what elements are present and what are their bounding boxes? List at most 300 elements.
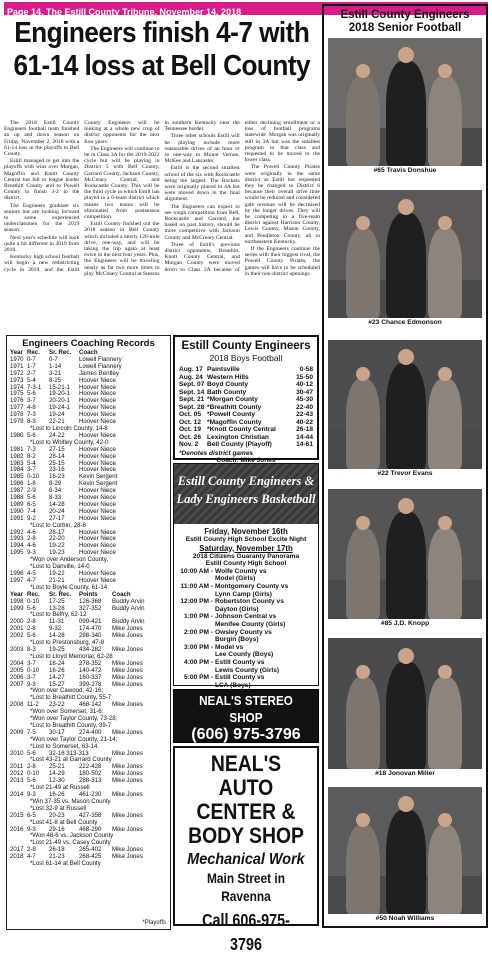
- records-rec: 9-3: [27, 825, 36, 833]
- stereo-shop-phone: (606) 975-3796: [191, 726, 301, 743]
- records-rec: 0-10: [27, 473, 40, 481]
- schedule-row: [179, 381, 313, 389]
- records-coach: Mike Jones: [112, 645, 143, 653]
- schedule-opponent: Lexington Christian: [207, 433, 269, 441]
- photo-person: [346, 228, 380, 318]
- records-note: *Lost to Lincoln County, 14-8: [30, 424, 108, 432]
- records-year: 2003: [10, 645, 24, 653]
- records-coach: Mike Jones: [112, 811, 143, 819]
- records-sr-rec: 32-16 313-313: [49, 749, 89, 757]
- records-points: 468-290: [79, 825, 102, 833]
- basketball-matchup: Robertston County vs: [215, 598, 284, 606]
- photo-person-head: [356, 813, 370, 827]
- records-rec: 4-7: [27, 576, 36, 584]
- records-year: 1998: [10, 597, 24, 605]
- photo-person: [428, 228, 462, 318]
- basketball-game: [178, 583, 314, 591]
- records-sr-rec: 20-23: [49, 811, 65, 819]
- records-year: 1978: [10, 411, 24, 419]
- records-note: *Lost to Corbin, 28-6: [30, 521, 86, 529]
- basketball-matchup: Owsley County vs: [215, 628, 272, 636]
- schedule-opponent: Western Hills: [207, 373, 249, 381]
- banner-line-1: Estill County Engineers &: [177, 474, 315, 488]
- records-title: Engineers Coaching Records: [22, 338, 155, 349]
- records-sr-rec: 19-22: [49, 542, 65, 550]
- schedule-score: 45-30: [296, 396, 313, 403]
- records-sr-rec: 28-14: [49, 452, 65, 460]
- records-points: 468-142: [79, 701, 102, 709]
- records-year: 2017: [10, 846, 24, 854]
- schedule-row: [179, 411, 313, 419]
- records-sr-rec: 30-17: [49, 728, 65, 736]
- basketball-opponent: Dayton (Girls): [215, 605, 259, 613]
- records-note: *Won 48-6 vs. Jackson County: [30, 832, 114, 840]
- records-sr-rec: 25-21: [49, 763, 65, 771]
- photo-person-head: [356, 516, 370, 530]
- basketball-time-spacer: [178, 575, 215, 583]
- records-coach: Buddy Arvin: [112, 618, 145, 626]
- schedule-opponent: Bell County (Playoff): [207, 441, 272, 448]
- schedule-score: 22-43: [296, 411, 313, 418]
- records-note: *Lost 61-14 at Bell County: [30, 860, 101, 868]
- records-year: 1977: [10, 404, 24, 412]
- records-sr-rec: 14-28: [49, 500, 65, 508]
- story-paragraph: Estill County finished out the 2018 season in Bell County which included a nearly 120-mile drive, one-way, and will be taking the trip again at least twice in the next four years. Plus, the Engineers will be traveling nearly as far two more times to play McCreary Central at Stearns in southern Kentucky near the Tennessee border.: [84, 120, 240, 277]
- records-sr-rec: 21-23: [49, 853, 65, 861]
- basketball-time-spacer: [178, 606, 215, 614]
- records-coach: Hoover Niece: [79, 576, 116, 584]
- basketball-opponent: Burgin (Boys): [215, 636, 259, 644]
- schedule-opponent: Bath County: [207, 388, 247, 396]
- records-year: 1988: [10, 494, 24, 502]
- records-rec: 4-7: [27, 853, 36, 861]
- senior-photo: [328, 489, 482, 619]
- records-coach: Lowell Flannery: [79, 362, 122, 370]
- records-sr-rec: 8-25: [49, 376, 62, 384]
- records-note: *Won over Taylor County, 21-14;: [30, 735, 118, 743]
- records-rec: 9-2: [27, 514, 36, 522]
- records-coach: Hoover Niece: [79, 383, 116, 391]
- records-header-cell: Coach: [79, 349, 98, 356]
- records-rec: 3-7: [27, 397, 36, 405]
- records-year: 2000: [10, 618, 24, 626]
- schedule-date: Sept. 14: [179, 388, 205, 396]
- records-rec: 3-7: [27, 673, 36, 681]
- senior-photo-box: [328, 638, 482, 778]
- records-coach: Mike Jones: [112, 728, 143, 736]
- schedule-opponent: *Magoffin County: [207, 418, 262, 426]
- records-rec: 2-8: [27, 846, 36, 854]
- photo-person: [346, 825, 380, 914]
- senior-photo-box: [328, 38, 482, 175]
- records-sr-rec: 14-27: [49, 673, 65, 681]
- records-sr-rec: 26-17: [49, 528, 65, 536]
- records-rec: 5-6: [27, 494, 36, 502]
- records-rec: 4-8: [27, 404, 36, 412]
- records-coach: Hoover Niece: [79, 466, 116, 474]
- records-coach: Hoover Niece: [79, 445, 116, 453]
- photo-person: [386, 512, 426, 619]
- records-sr-rec: 27-15: [49, 445, 65, 453]
- records-header-cell: Coach: [112, 590, 131, 598]
- records-rec: 1-7: [27, 362, 36, 370]
- records-rec: 6-5: [27, 500, 36, 508]
- basketball-opponent: LCA (Boys): [215, 681, 251, 689]
- page-line: Page 14, The Estill County Tribune, November 14, 2018: [7, 7, 242, 17]
- story-paragraph: The Engineers can expect to see tough competition from Bell, Rockcastle and Garrard, but based on past history, should be more competitive with Jackson County and McCreary Central.: [164, 203, 240, 241]
- records-rec: 0-7: [27, 355, 36, 363]
- records-year: 1972: [10, 369, 24, 377]
- photo-person-head: [398, 648, 414, 664]
- schedule-score: 40-12: [296, 381, 313, 388]
- basketball-time: 5:00 PM -: [184, 674, 213, 682]
- records-rec: 7-3: [27, 445, 36, 453]
- photo-person-head: [398, 796, 414, 812]
- records-coach: Hoover Niece: [79, 570, 116, 577]
- records-sr-rec: 22-21: [49, 418, 65, 426]
- basketball-matchup: Wolfe County vs: [215, 567, 267, 575]
- records-rec: 4-6: [27, 542, 36, 550]
- records-sr-rec: 24-22: [49, 431, 65, 439]
- records-sr-rec: 19-23: [49, 549, 65, 557]
- records-sr-rec: 16-26: [49, 791, 65, 798]
- records-coach: Hoover Niece: [79, 404, 116, 412]
- story-paragraph: Estill is the second smallest school of the six with Rockcastle being the largest. The Rockets were originally placed in 4A but were moved down in the final alignment.: [164, 165, 240, 203]
- records-sr-rec: 29-16: [49, 825, 65, 833]
- senior-caption: #65 Travis Donshue: [373, 167, 437, 174]
- auto-ad-line-3: BODY SHOP: [188, 823, 304, 848]
- records-sr-rec: 14-29: [49, 770, 65, 778]
- records-year: 2011: [10, 763, 24, 771]
- auto-ad-line-4: Mechanical Work: [187, 851, 305, 868]
- stereo-shop-address: River Drive & Main in Ravenna: [188, 745, 304, 754]
- basketball-time-spacer: [178, 636, 215, 644]
- basketball-time: 4:00 PM -: [184, 658, 213, 666]
- photo-person: [386, 213, 426, 318]
- basketball-opponent: Model (Girls): [215, 575, 256, 583]
- records-year: 1997: [10, 576, 24, 584]
- records-year: 1970: [10, 355, 24, 363]
- records-sr-rec: 11-31: [49, 618, 65, 626]
- basketball-game: [178, 629, 314, 637]
- records-coach: Lowell Flannery: [79, 355, 122, 363]
- records-year: 1999: [10, 604, 24, 612]
- records-points: 160-337: [79, 673, 102, 681]
- story-paragraph: The 2018 Estill County Engineers football team finished an up and down season on Friday, November 2, 2018 with a 61-14 loss in the playoffs to Bell County.: [4, 120, 80, 158]
- headline: Engineers finish 4-7 with 61-14 loss at Bell County: [13, 17, 311, 82]
- auto-ad-line-5: Main Street in Ravenna: [206, 870, 286, 904]
- records-header-cell: Rec.: [27, 590, 40, 598]
- basketball-game-cont: [178, 636, 314, 644]
- records-rec: 7-5: [27, 728, 36, 736]
- records-year: 1992: [10, 528, 24, 536]
- records-year: 1986: [10, 480, 24, 488]
- records-note: *Lost to Whitley County, 42-0: [30, 438, 109, 446]
- records-year: 1991: [10, 514, 24, 522]
- records-sr-rec: 19-24-1: [49, 404, 71, 412]
- basketball-game-cont: [178, 606, 314, 614]
- records-points: 327-352: [79, 604, 102, 612]
- basketball-time: 1:00 PM -: [184, 613, 213, 621]
- records-sr-rec: 27-17: [49, 514, 65, 522]
- records-coach: Mike Jones: [112, 680, 143, 688]
- records-rec: 5-6: [27, 390, 36, 398]
- records-sr-rec: 16-23: [49, 473, 65, 481]
- schedule-row: [179, 396, 313, 404]
- records-coach: Mike Jones: [112, 825, 143, 833]
- records-year: 2014: [10, 791, 24, 798]
- records-coach: Hoover Niece: [79, 390, 116, 398]
- records-coach: Hoover Niece: [79, 549, 116, 557]
- records-year: 1993: [10, 535, 24, 543]
- records-coach: Mike Jones: [112, 791, 143, 798]
- records-rec: 8-3: [27, 645, 36, 653]
- records-note: *Win 37-35 vs. Mason County: [30, 797, 111, 805]
- story-paragraph: Estill managed to get into the playoffs with wins over Morgan, Magoffin and Knott County Central but fell to league leader Breathitt County and to Powell County to finish 3-2 in the district.: [4, 158, 80, 202]
- basketball-time-spacer: [178, 667, 215, 675]
- records-coach: Hoover Niece: [79, 507, 116, 515]
- basketball-matchup: Model vs: [215, 643, 244, 651]
- records-sr-rec: 19-20-1: [49, 390, 71, 398]
- senior-football-panel: [322, 4, 488, 928]
- records-coach: Mike Jones: [112, 632, 143, 640]
- records-coach: Mike Jones: [112, 770, 143, 778]
- schedule-date: Oct. 05: [179, 411, 201, 418]
- senior-photo-box: [328, 787, 482, 923]
- records-coach: Kevin Sergent: [79, 480, 118, 488]
- records-coach: Hoover Niece: [79, 528, 116, 536]
- schedule-date: Nov. 2: [179, 441, 199, 448]
- records-note: *Lost 21-49 vs. Casey County: [30, 839, 111, 847]
- records-rec: 11-2: [27, 701, 39, 709]
- records-coach: Hoover Niece: [79, 431, 116, 439]
- stereo-shop-name: NEAL'S STEREO SHOP: [199, 693, 293, 725]
- records-year: 2012: [10, 770, 24, 778]
- schedule-coach: Coach: Mike Jones: [216, 457, 276, 464]
- football-schedule-box: [173, 335, 319, 464]
- story-paragraph: The Powell County Pirates were originally in the same district as Estill but requested they be changed to District 6 because their overall drive time would be reduced and considered gate revenue will be decreased by the longer drives. They will be competing in a five-team district against Harrison County, Lewis County, Mason County, and Pendleton County, all in northeastern Kentucky.: [244, 164, 320, 245]
- records-header-cell: Year: [10, 590, 23, 598]
- basketball-game: [178, 659, 314, 667]
- records-sr-rec: 12-30: [49, 777, 65, 785]
- records-points: 434-282: [79, 645, 102, 653]
- records-points: 461-230: [79, 791, 102, 798]
- basketball-game-cont: [178, 575, 314, 583]
- records-rec: 5-6: [27, 632, 36, 640]
- banner-line-2: Lady Engineers Basketball: [176, 492, 316, 506]
- records-note: *Lost to Prestonsburg, 47-8: [30, 639, 105, 647]
- schedule-row: [179, 404, 313, 412]
- story-paragraph: Three of Estill's previous district opponents, Breathitt, Knott County Central, and Morgan County were moved down to Class 2A because of either declining enrollment or a loss of football programs statewide. Morgan was originally still in 3A but was the smallest program in that class and requested to be moved to the lower class.: [164, 120, 320, 273]
- basketball-game: [178, 674, 314, 682]
- records-year: 1976: [10, 397, 24, 405]
- photo-person: [346, 677, 380, 769]
- records-coach: Mike Jones: [112, 749, 143, 757]
- records-points: 180-502: [79, 770, 102, 778]
- records-points: 278-352: [79, 659, 102, 667]
- records-note: *Won over Taylor County, 73-28;: [30, 715, 118, 723]
- photo-person-head: [398, 47, 414, 63]
- records-year: 2007: [10, 680, 24, 688]
- records-sr-rec: 22-20: [49, 535, 65, 543]
- records-coach: Hoover Niece: [79, 535, 116, 543]
- records-note: *Lost to Boyle County, 61-14: [30, 583, 108, 591]
- records-header-cell: Rec.: [27, 349, 40, 356]
- senior-photo-box: [328, 190, 482, 327]
- records-coach: Hoover Niece: [79, 452, 116, 460]
- records-rec: 0-10: [27, 770, 40, 778]
- records-note: *Lost 43-21 at Garrard County: [30, 756, 112, 764]
- records-points: 288-313: [79, 777, 102, 785]
- schedule-opponent: Boyd County: [207, 381, 249, 388]
- records-year: 1987: [10, 487, 24, 495]
- records-year: 1974: [10, 383, 24, 391]
- basketball-time-spacer: [178, 591, 215, 599]
- records-note: *Lost to Belfry, 62-12: [30, 611, 87, 619]
- records-sr-rec: 1-14: [49, 362, 62, 370]
- records-year: 1982: [10, 452, 24, 460]
- records-coach: Hoover Niece: [79, 542, 116, 550]
- records-year: 2004: [10, 659, 24, 667]
- records-rec: 2-9: [27, 487, 36, 495]
- basketball-time-spacer: [178, 651, 215, 659]
- schedule-row: [179, 374, 313, 382]
- schedule-opponent: *Knott County Central: [207, 426, 276, 433]
- records-year: 1971: [10, 362, 24, 370]
- records-rec: 9-3: [27, 791, 36, 798]
- records-note: *Lost to Breathitt County, 39-7: [30, 721, 112, 729]
- schedule-score: 26-18: [296, 426, 313, 433]
- schedule-date: Oct. 26: [179, 433, 201, 441]
- basketball-opponent: Lewis County (Girls): [215, 666, 280, 674]
- records-sr-rec: 20-20-1: [49, 397, 71, 405]
- day-1: Friday, November 16th: [204, 527, 288, 536]
- photo-person: [346, 528, 380, 619]
- records-header-cell: Points: [79, 590, 98, 598]
- basketball-game-cont: [178, 621, 314, 629]
- records-sr-rec: 19-22: [49, 570, 65, 577]
- photo-person: [346, 76, 380, 166]
- records-header-cell: Sr. Rec.: [49, 349, 72, 356]
- records-coach: Hoover Niece: [79, 459, 116, 467]
- photo-person-head: [438, 813, 452, 827]
- schedule-row: [179, 419, 313, 427]
- records-sr-rec: 21-21: [49, 576, 65, 584]
- records-coach: Mike Jones: [112, 777, 143, 785]
- records-coach: Hoover Niece: [79, 514, 116, 522]
- records-rec: 9-3: [27, 680, 36, 688]
- basketball-matchup: Estill County vs: [215, 674, 265, 682]
- schedule-score: 30-47: [296, 388, 313, 396]
- seniors-title-1: Estill County Engineers: [340, 9, 470, 21]
- records-year: 1984: [10, 466, 24, 474]
- photo-person: [386, 810, 426, 914]
- schedule-score: 14-44: [296, 433, 313, 441]
- records-rec: 9-3: [27, 549, 36, 557]
- photo-person: [428, 528, 462, 619]
- records-sr-rec: 19-25: [49, 645, 65, 653]
- records-year: 1990: [10, 507, 24, 515]
- records-rec: 5-4: [27, 459, 36, 467]
- records-year: 2001: [10, 625, 24, 633]
- records-note: *Lost to Lloyd Memorial, 62-28: [30, 652, 113, 660]
- story-paragraph: Kentucky high school football will begin a new redistricting cycle in 2019, and the Estill County Engineers will be looking at a whole new crop of district opponents for the next four years.: [4, 120, 160, 273]
- records-year: 2006: [10, 673, 24, 681]
- records-year: 2002: [10, 632, 24, 640]
- records-year: 1973: [10, 376, 24, 384]
- records-rec: 5-6: [27, 604, 36, 612]
- basketball-opponent: Lee County (Boys): [215, 651, 274, 659]
- basketball-banner: [174, 464, 318, 524]
- records-header-cell: Sr. Rec.: [49, 590, 72, 598]
- schedule-date: Oct. 19: [179, 426, 201, 433]
- senior-photo: [328, 38, 482, 166]
- records-year: 1995: [10, 549, 24, 557]
- basketball-matchup: Estill County vs: [215, 658, 265, 666]
- records-sr-rec: 15-27: [49, 680, 65, 688]
- schedule-date: Sept. 07: [179, 381, 205, 388]
- records-coach: Hoover Niece: [79, 494, 116, 502]
- records-coach: Mike Jones: [112, 659, 143, 667]
- schedule-score: 22-40: [296, 403, 313, 411]
- records-sr-rec: 15-21-1: [49, 383, 71, 391]
- schedule-subtitle: 2018 Boys Football: [209, 353, 283, 363]
- story-paragraph: The Engineers will continue to be in Class 3A for the 2019-2022 cycle but will be playing in District 5 with Bell County, Garrard County, Jackson County, McCreary Central, and Rockcastle County. This will be the third cycle in which Estill has played in a 6-team district which means two teams will be eliminated from postseason competition.: [84, 145, 160, 221]
- basketball-time: 10:00 AM -: [180, 567, 213, 575]
- records-year: 2008: [10, 701, 24, 709]
- schedule-row: [179, 426, 313, 434]
- senior-photo-box: [328, 489, 482, 628]
- basketball-game: [178, 644, 314, 652]
- basketball-time-spacer: [178, 621, 215, 629]
- senior-photo: [328, 638, 482, 769]
- venue: Estill County High School: [205, 560, 287, 568]
- records-sr-rec: 18-24: [49, 659, 65, 667]
- records-year: 1994: [10, 542, 24, 550]
- records-coach: Mike Jones: [112, 701, 143, 709]
- records-rec: 2-7: [27, 369, 36, 377]
- records-points: 140-472: [79, 666, 102, 674]
- records-coach: Buddy Arvin: [112, 597, 145, 605]
- schedule-row: [179, 366, 313, 374]
- records-coach: Hoover Niece: [79, 500, 116, 508]
- records-rec: 6-5: [27, 811, 36, 819]
- schedule-score: 15-50: [296, 373, 313, 381]
- records-points: 427-358: [79, 811, 102, 819]
- records-coach: Mike Jones: [112, 673, 143, 681]
- schedule-score: 14-61: [296, 441, 313, 448]
- schedule-date: Oct. 12: [179, 418, 201, 426]
- records-year: 2015: [10, 811, 24, 819]
- records-header-cell: Year: [10, 349, 23, 356]
- basketball-matchup: Johnson Central vs: [215, 613, 277, 621]
- story-body: [4, 120, 320, 332]
- records-rec: 2-8: [27, 625, 36, 633]
- records-year: 1979: [10, 418, 24, 426]
- records-year: 1983: [10, 459, 24, 467]
- records-coach: Hoover Niece: [79, 397, 116, 405]
- story-paragraph: Three other schools Estill will be playing include more reasonable drives of an hour or so one-way to Mount Vernon, McKee and Lancaster.: [164, 133, 240, 165]
- records-year: 1980: [10, 431, 24, 439]
- basketball-time: 11:00 AM -: [180, 582, 213, 590]
- records-note: *Lost to Danville, 14-0: [30, 563, 90, 571]
- story-paragraph: If the Engineers continue the series with their biggest rival, the Powell County Pirates, the games will have to be scheduled in their non-district openings.: [244, 246, 320, 277]
- basketball-opponent: Lynn Camp (Girls): [215, 590, 272, 598]
- senior-photo: [328, 340, 482, 469]
- records-rec: 5-6: [27, 431, 36, 439]
- records-rec: 7-4: [27, 507, 36, 515]
- records-sr-rec: 3-21: [49, 369, 62, 377]
